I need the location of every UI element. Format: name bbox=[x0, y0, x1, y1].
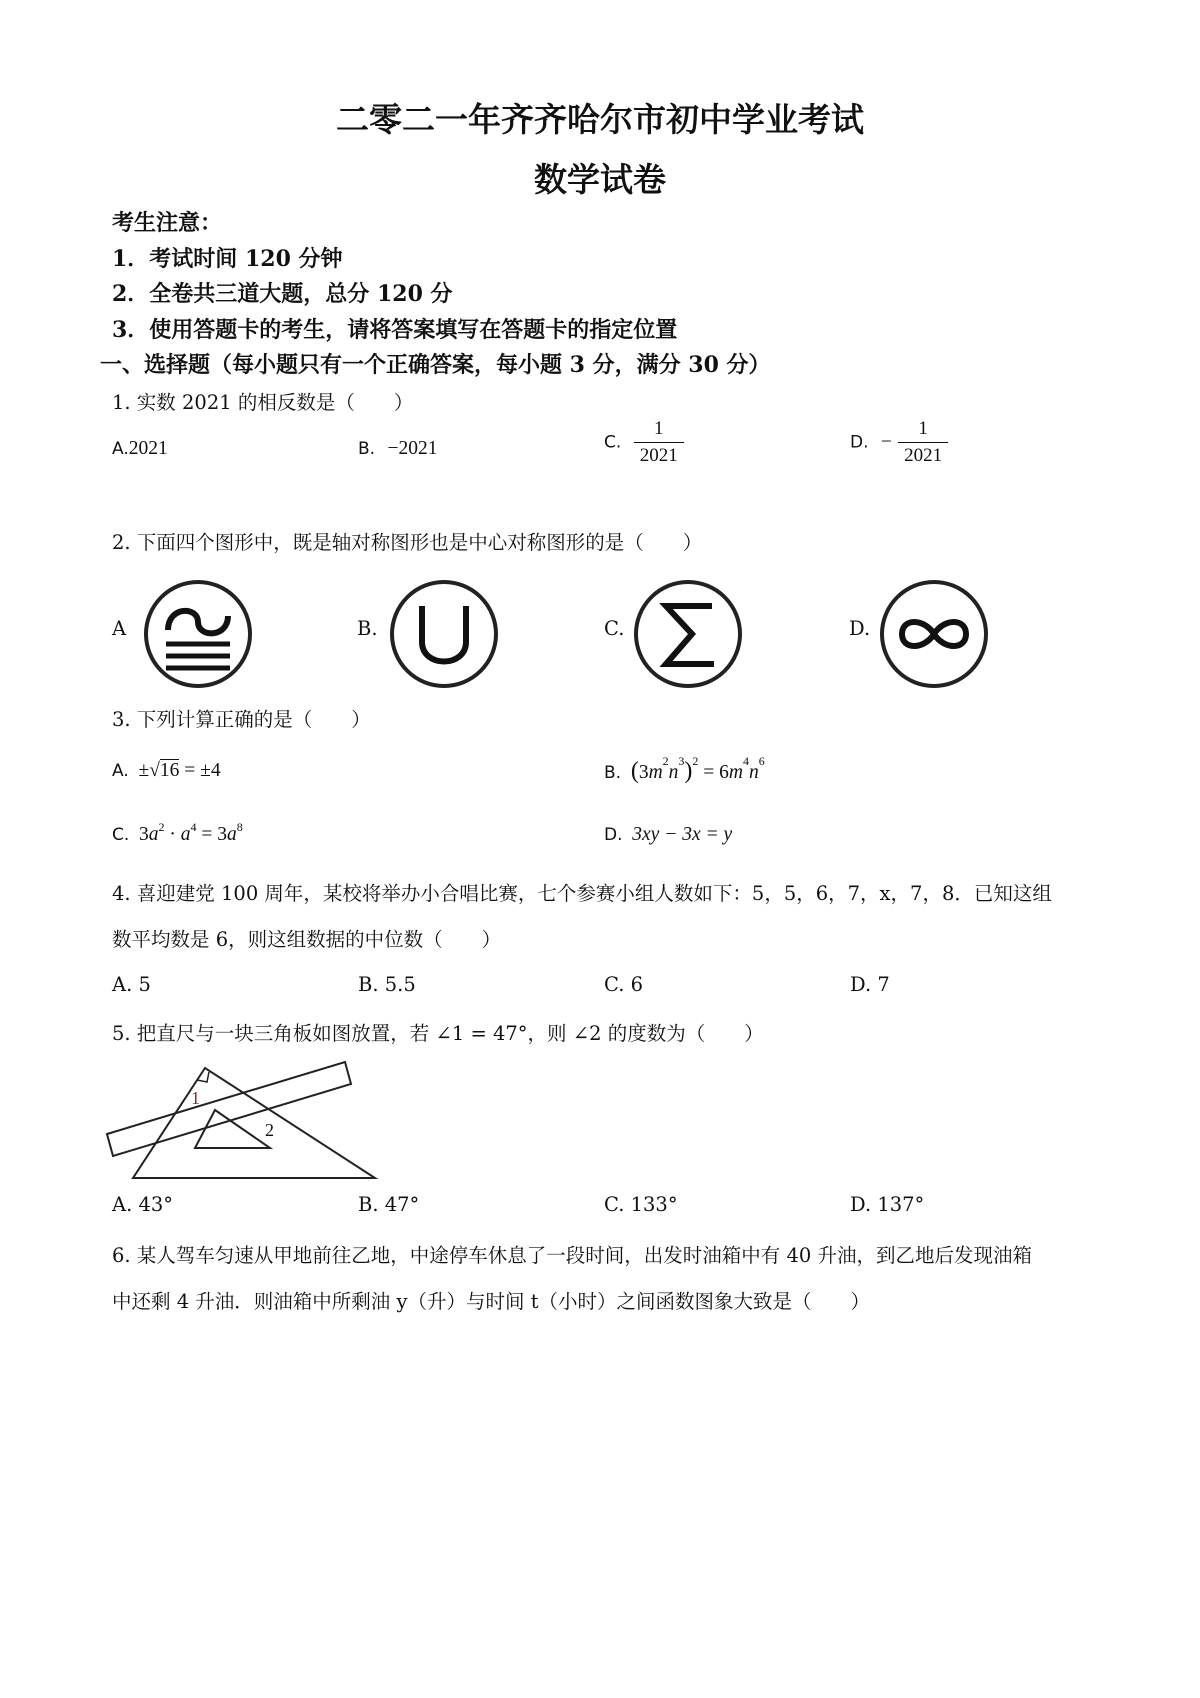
q4-option-d: D. 7 bbox=[850, 973, 890, 996]
q2-label-b: B. bbox=[357, 617, 378, 640]
ruler-triangle-figure bbox=[105, 1060, 385, 1180]
q3-option-c: C. $3a^2 \cdot a^4 = 3a^8$ bbox=[112, 820, 243, 845]
question-3-stem: 3. 下列计算正确的是（ ） bbox=[112, 708, 371, 731]
q1-option-c bbox=[604, 418, 684, 467]
q2-label-d: D. bbox=[849, 617, 871, 640]
angle-2-label: 2 bbox=[265, 1120, 274, 1140]
question-5-stem: 5. 把直尺与一块三角板如图放置，若 ∠1 = 47°，则 ∠2 的度数为（ ） bbox=[112, 1022, 764, 1045]
q5-option-d: D. 137° bbox=[850, 1193, 925, 1216]
option-label: C. bbox=[604, 432, 622, 453]
q5-option-a: A. 43° bbox=[112, 1193, 174, 1216]
q3-option-d: D. 3xy − 3x = y bbox=[604, 824, 733, 845]
option-label: C. bbox=[112, 825, 130, 845]
q2-label-c: C. bbox=[604, 617, 625, 640]
wave-lines-icon bbox=[140, 576, 256, 692]
fraction: $\frac{1}{2021}$ bbox=[634, 418, 684, 467]
option-label: B. bbox=[358, 439, 376, 459]
option-value: 2021 bbox=[128, 438, 168, 459]
infinity-symbol-icon bbox=[876, 576, 992, 692]
question-4-stem-line-1: 4. 喜迎建党 100 周年，某校将举办小合唱比赛，七个参赛小组人数如下：5，5，6，7，x，7，8．已知这组 bbox=[112, 882, 1052, 905]
option-label: A. bbox=[112, 761, 129, 781]
notice-heading: 考生注意： bbox=[112, 210, 223, 236]
notice-item-3: 3．使用答题卡的考生，请将答案填写在答题卡的指定位置 bbox=[112, 317, 678, 343]
q1-option-a bbox=[112, 436, 168, 460]
option-value: −2021 bbox=[387, 438, 438, 459]
q1-option-d: D. − $\frac{1}{2021}$ bbox=[850, 418, 948, 467]
q3-option-a: A. ±√16 = ±4 bbox=[112, 760, 221, 781]
option-label: B. bbox=[604, 763, 622, 783]
question-2-stem: 2. 下面四个图形中，既是轴对称图形也是中心对称图形的是（ ） bbox=[112, 531, 703, 554]
notice-item-1: 1．考试时间 120 分钟 bbox=[112, 246, 343, 272]
section-heading: 一、选择题（每小题只有一个正确答案，每小题 3 分，满分 30 分） bbox=[100, 352, 771, 378]
notice-item-2: 2．全卷共三道大题，总分 120 分 bbox=[112, 281, 453, 307]
question-6-stem-line-1: 6. 某人驾车匀速从甲地前往乙地，中途停车休息了一段时间，出发时油箱中有 40 升油，到乙地后发现油箱 bbox=[112, 1244, 1033, 1267]
option-label: A. bbox=[112, 439, 129, 459]
q2-label-a: A bbox=[112, 617, 127, 640]
fraction: $\frac{1}{2021}$ bbox=[898, 418, 948, 467]
exam-subtitle: 数学试卷 bbox=[534, 160, 666, 199]
q4-option-c: C. 6 bbox=[604, 973, 644, 996]
option-label: D. bbox=[604, 825, 623, 845]
question-1-stem: 1. 实数 2021 的相反数是（ ） bbox=[112, 391, 414, 414]
angle-1-label: 1 bbox=[191, 1088, 200, 1108]
option-label: D. bbox=[850, 432, 869, 453]
q4-option-b: B. 5.5 bbox=[358, 973, 416, 996]
exam-title: 二零二一年齐齐哈尔市初中学业考试 bbox=[336, 100, 864, 139]
question-4-stem-line-2: 数平均数是 6，则这组数据的中位数（ ） bbox=[112, 928, 502, 951]
union-symbol-icon bbox=[386, 576, 502, 692]
q5-option-c: C. 133° bbox=[604, 1193, 678, 1216]
q1-option-b bbox=[358, 436, 437, 460]
question-6-stem-line-2: 中还剩 4 升油．则油箱中所剩油 y（升）与时间 t（小时）之间函数图象大致是（ ） bbox=[112, 1290, 871, 1313]
q5-option-b: B. 47° bbox=[358, 1193, 420, 1216]
q3-option-b: B. $(3m^2n^3)^2 = 6m^4n^6$ bbox=[604, 754, 765, 784]
sigma-symbol-icon bbox=[630, 576, 746, 692]
sqrt-icon: √ bbox=[149, 760, 160, 781]
q4-option-a: A. 5 bbox=[112, 973, 151, 996]
